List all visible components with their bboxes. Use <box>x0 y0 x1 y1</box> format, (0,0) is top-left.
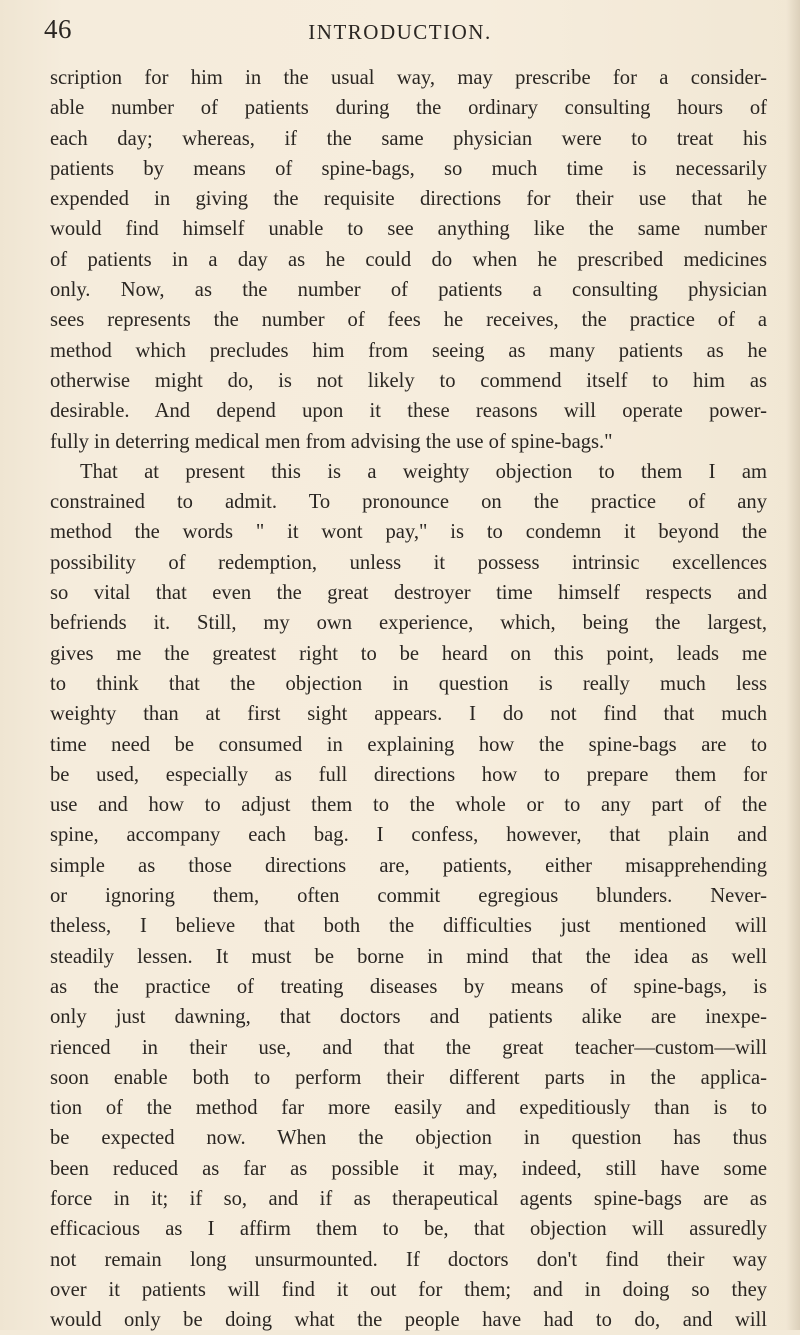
text-line: possibility of redemption, unless it possess intrinsic excellences <box>50 551 767 574</box>
text-line: only. Now, as the number of patients a consulting physician <box>50 279 767 302</box>
text-line: over it patients will find it out for them; and in doing so they <box>50 1278 767 1301</box>
text-line: or ignoring them, often commit egregious blunders. Never- <box>50 885 767 908</box>
text-line: method which precludes him from seeing as many patients as he <box>50 339 767 362</box>
text-line: tion of the method far more easily and expeditiously than is to <box>50 1097 767 1120</box>
text-line: befriends it. Still, my own experience, which, being the largest, <box>50 612 767 635</box>
text-line: would find himself unable to see anything like the same number <box>50 218 767 241</box>
text-line: constrained to admit. To pronounce on the practice of any <box>50 491 767 514</box>
text-line: patients by means of spine-bags, so much time is necessarily <box>50 157 767 180</box>
running-head: INTRODUCTION. <box>308 20 492 44</box>
text-line: method the words " it wont pay," is to condemn it beyond the <box>50 521 767 544</box>
text-line: force in it; if so, and if as therapeutical agents spine-bags are as <box>50 1187 767 1210</box>
text-line: rienced in their use, and that the great teacher—custom—will <box>50 1036 767 1059</box>
text-line: That at present this is a weighty objection to them I am <box>80 460 767 483</box>
text-line: to think that the objection in question is really much less <box>50 672 767 695</box>
text-line: use and how to adjust them to the whole or to any part of the <box>50 794 767 817</box>
text-line: would only be doing what the people have had to do, and will <box>50 1309 767 1332</box>
text-line: time need be consumed in explaining how the spine-bags are to <box>50 733 767 756</box>
text-line: theless, I believe that both the difficulties just mentioned will <box>50 915 767 938</box>
text-line: steadily lessen. It must be borne in mind that the idea as well <box>50 945 767 968</box>
text-line: as the practice of treating diseases by means of spine-bags, is <box>50 975 767 998</box>
text-line: weighty than at first sight appears. I do not find that much <box>50 703 767 726</box>
text-line: simple as those directions are, patients, either misapprehending <box>50 854 767 877</box>
page-number: 46 <box>44 14 72 44</box>
text-line: each day; whereas, if the same physician were to treat his <box>50 127 767 150</box>
text-line: not remain long unsurmounted. If doctors don't find their way <box>50 1248 767 1271</box>
text-line: so vital that even the great destroyer time himself respects and <box>50 582 767 605</box>
text-line: fully in deterring medical men from advising the use of spine-bags." <box>50 430 613 453</box>
text-line: be expected now. When the objection in question has thus <box>50 1127 767 1150</box>
body-text <box>50 63 767 1335</box>
text-line: be used, especially as full directions how to prepare them for <box>50 763 767 786</box>
text-line: sees represents the number of fees he receives, the practice of a <box>50 309 767 332</box>
text-line: scription for him in the usual way, may prescribe for a consider- <box>50 67 767 89</box>
text-line: soon enable both to perform their different parts in the applica- <box>50 1066 767 1089</box>
text-line: gives me the greatest right to be heard on this point, leads me <box>50 642 767 665</box>
text-line: of patients in a day as he could do when he prescribed medicines <box>50 248 767 271</box>
text-line: expended in giving the requisite directions for their use that he <box>50 188 767 211</box>
text-line: able number of patients during the ordinary consulting hours of <box>50 97 767 120</box>
page-edge-shadow <box>786 0 800 1330</box>
text-line: efficacious as I affirm them to be, that objection will assuredly <box>50 1218 767 1241</box>
text-line: otherwise might do, is not likely to commend itself to him as <box>50 369 767 392</box>
text-line: been reduced as far as possible it may, indeed, still have some <box>50 1157 767 1180</box>
text-line: desirable. And depend upon it these reasons will operate power- <box>50 400 767 423</box>
text-line: only just dawning, that doctors and patients alike are inexpe- <box>50 1006 767 1029</box>
text-line: spine, accompany each bag. I confess, however, that plain and <box>50 824 767 847</box>
